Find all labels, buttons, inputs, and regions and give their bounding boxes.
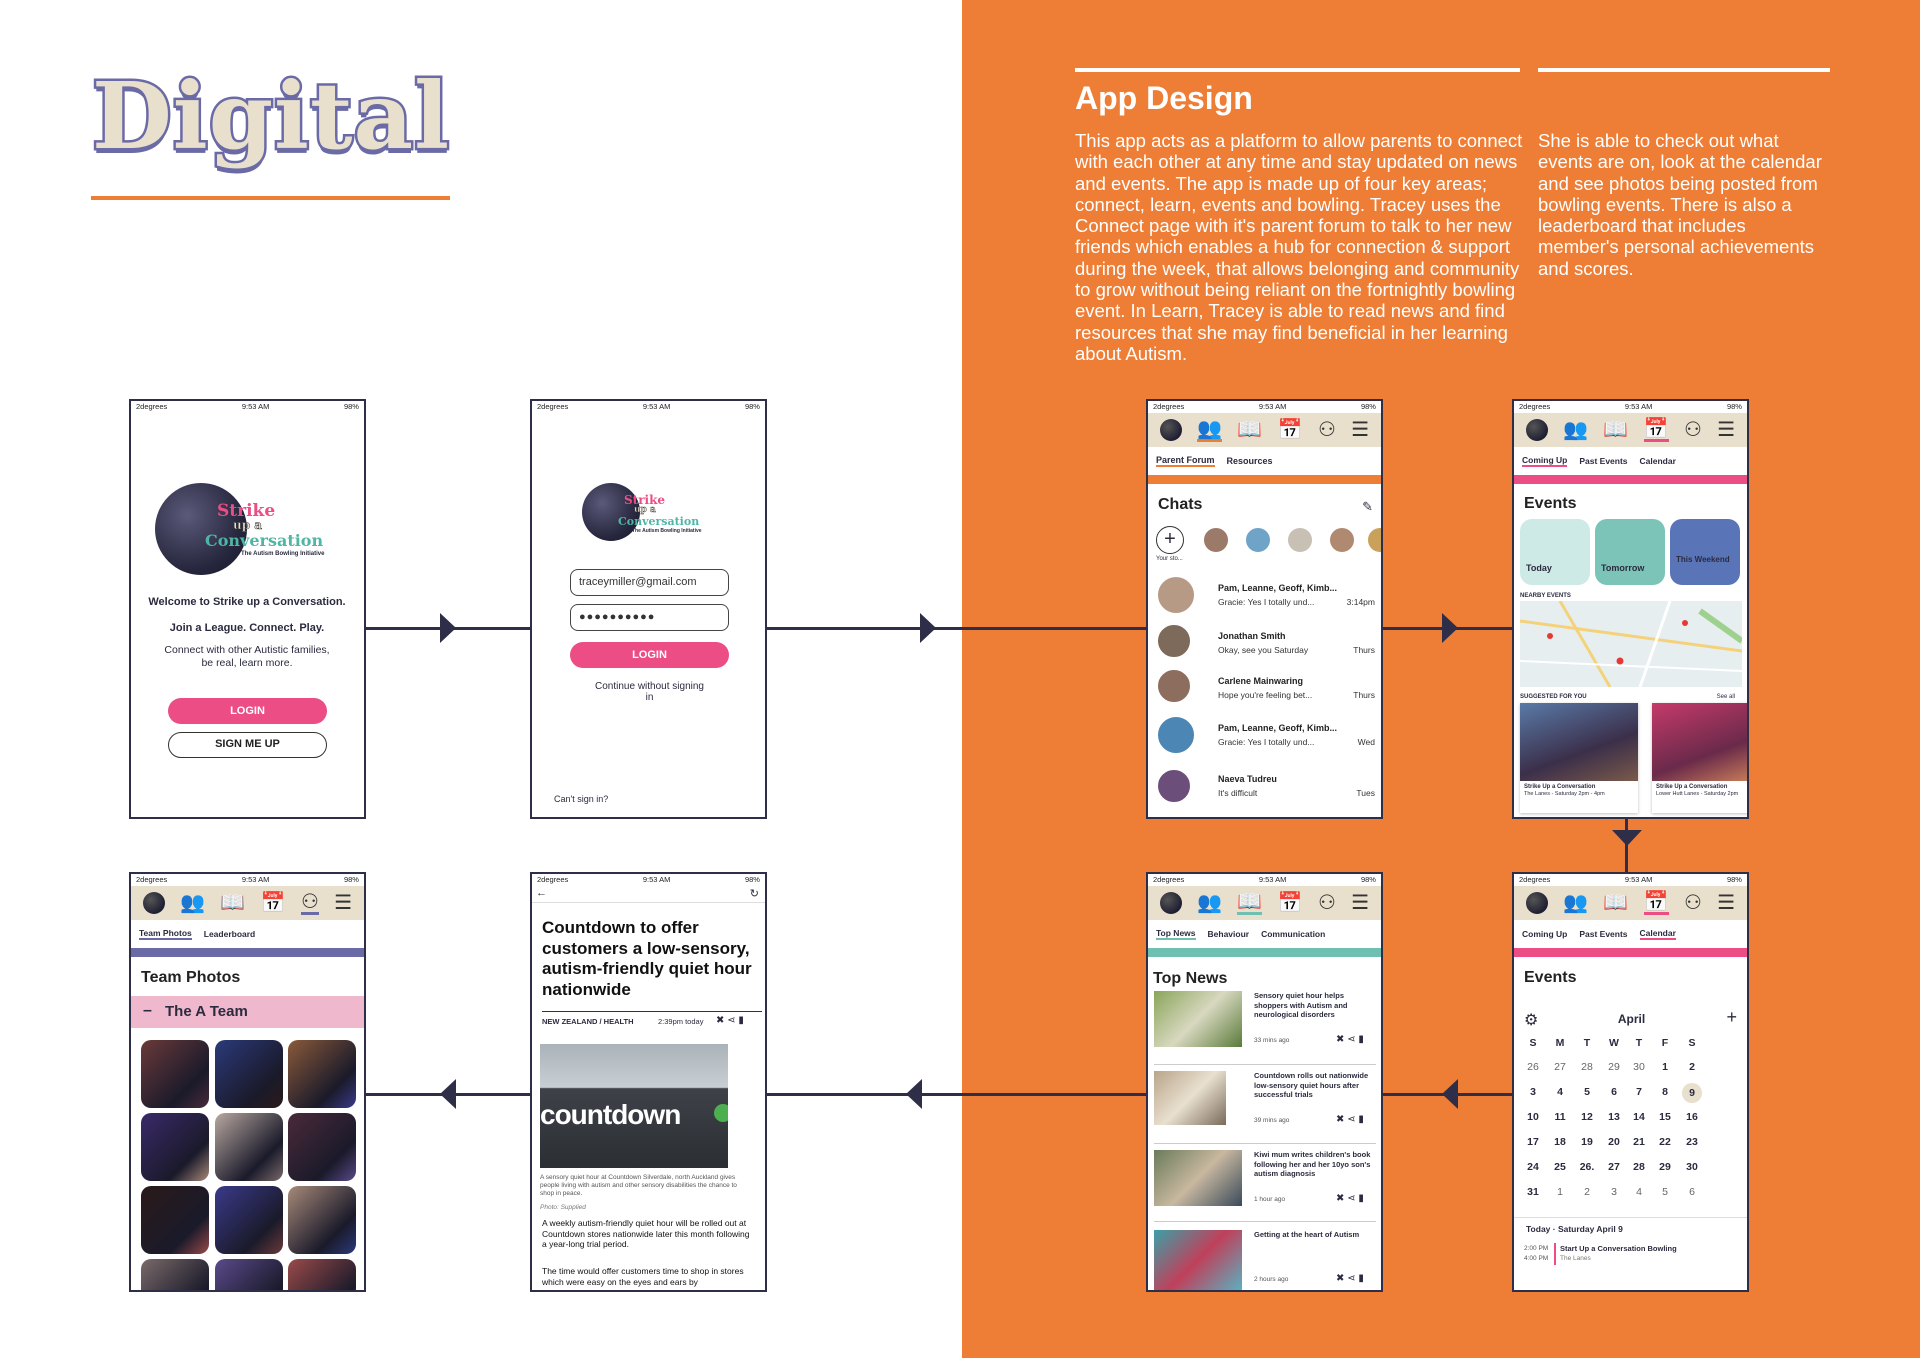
password-field[interactable]: ●●●●●●●●●●: [570, 604, 729, 631]
photo-credit: Photo: Supplied: [540, 1204, 586, 1211]
battery-label: 98%: [1726, 875, 1742, 884]
app-nav-bar: [131, 886, 364, 920]
carrier-label: 2degrees: [1519, 402, 1551, 411]
app-design-paragraph-left: This app acts as a platform to allow parents to connect with each other at any time and stay updated on news and events. The app is made up of four key areas; connect, learn, events and bowling. Tracey uses the Connect page with it's parent forum to talk to her new friends which enables a hub for connection & support during the week, that allows belonging and community to grow without being reliant on the fortnightly bowling event. In Learn, Tracey is able to read news and find resources that she may find beneficial in her learning about Autism.: [1075, 130, 1523, 364]
chat-name: Naeva Tudreu: [1218, 774, 1277, 784]
tab-leaderboard[interactable]: Leaderboard: [203, 929, 256, 939]
bowling-pins-icon[interactable]: ⚇: [1317, 892, 1336, 914]
calendar-day[interactable]: 6: [1611, 1086, 1617, 1098]
events-calendar-icon[interactable]: 📅: [1277, 419, 1303, 441]
settings-gear-icon[interactable]: ⚙: [1524, 1012, 1539, 1029]
calendar-day[interactable]: 17: [1527, 1136, 1539, 1148]
phone-calendar: [1512, 872, 1749, 1292]
calendar-day[interactable]: 5: [1662, 1186, 1668, 1198]
divider-left: [1075, 68, 1520, 72]
learn-tabs: [1148, 920, 1381, 948]
learn-book-icon[interactable]: 📖: [220, 892, 246, 914]
tab-team-photos[interactable]: Team Photos: [139, 928, 192, 938]
news-actions-icon[interactable]: ✖ ⋖ ▮: [1336, 1273, 1364, 1284]
chat-time: Wed: [1357, 737, 1375, 747]
chat-row[interactable]: [1148, 573, 1381, 618]
divider-right: [1538, 68, 1830, 72]
status-bar: [1148, 874, 1381, 886]
section-stripe: [1514, 948, 1747, 957]
battery-label: 98%: [1726, 402, 1742, 411]
team-photo[interactable]: [288, 1113, 356, 1181]
weekday-label: M: [1555, 1037, 1565, 1049]
time-label: 9:53 AM: [642, 402, 671, 411]
your-story-label: Your sto...: [1156, 556, 1183, 562]
chat-time: Thurs: [1353, 645, 1375, 655]
learn-book-icon[interactable]: 📖: [1237, 890, 1263, 913]
map-roads: [1520, 601, 1742, 687]
welcome-text: Welcome to Strike up a Conversation.: [148, 596, 346, 608]
team-photos-heading: Team Photos: [141, 969, 241, 986]
arrow-left-icon: [906, 1079, 922, 1109]
status-bar: [532, 874, 765, 886]
chat-name: Carlene Mainwaring: [1218, 676, 1304, 686]
tab-behaviour[interactable]: Behaviour: [1207, 929, 1250, 939]
avatar: [1156, 768, 1192, 804]
tab-calendar[interactable]: Calendar: [1639, 928, 1676, 938]
arrow-left-icon: [440, 1079, 456, 1109]
time-label: 9:53 AM: [241, 875, 270, 884]
connect-people-icon[interactable]: 👥: [180, 892, 205, 914]
connect-tabs: [1148, 447, 1381, 475]
calendar-day[interactable]: 30: [1686, 1161, 1698, 1173]
events-calendar-icon[interactable]: 📅: [1643, 417, 1669, 440]
calendar-day[interactable]: 3: [1611, 1186, 1617, 1198]
compose-icon[interactable]: ✎: [1362, 499, 1373, 514]
calendar-day[interactable]: 3: [1530, 1086, 1536, 1098]
chat-message: Gracie: Yes I totally und...: [1218, 737, 1315, 747]
time-label: 9:53 AM: [1258, 402, 1287, 411]
app-design-heading: App Design: [1075, 80, 1253, 116]
calendar-day[interactable]: 4: [1557, 1086, 1563, 1098]
menu-icon[interactable]: ☰: [1351, 892, 1370, 914]
avatar[interactable]: [1286, 526, 1314, 554]
calendar-day[interactable]: 16: [1686, 1111, 1698, 1123]
chat-name: Jonathan Smith: [1218, 631, 1286, 641]
time-label: 9:53 AM: [1624, 402, 1653, 411]
event-start-time: 2:00 PM: [1524, 1245, 1549, 1252]
carrier-label: 2degrees: [537, 875, 569, 884]
learn-book-icon[interactable]: 📖: [1603, 419, 1629, 441]
weekday-label: W: [1609, 1037, 1619, 1049]
top-news-heading: Top News: [1153, 970, 1228, 987]
chat-name: Pam, Leanne, Geoff, Kimb...: [1218, 723, 1338, 733]
team-photo[interactable]: [141, 1186, 209, 1254]
event-card-sub: Lower Hutt Lanes - Saturday 2pm: [1656, 791, 1739, 797]
battery-label: 98%: [343, 875, 359, 884]
logo-line2: up a: [233, 518, 263, 532]
chat-row[interactable]: [1148, 621, 1381, 666]
countdown-logo-icon: [714, 1104, 728, 1122]
event-card[interactable]: [1652, 703, 1749, 813]
article-paragraph: A weekly autism-friendly quiet hour will be rolled out at Countdown stores nationwide later this month following a year-long trial period.: [542, 1218, 750, 1249]
status-bar: [1514, 874, 1747, 886]
avatar[interactable]: [1328, 526, 1356, 554]
news-title: Countdown rolls out nationwide low-sensory quiet hours after successful trials: [1254, 1071, 1369, 1099]
app-design-paragraph-right: She is able to check out what events are on, look at the calendar and see photos being posted from bowling events. There is also a leaderboard that includes member's personal achievements and scores.: [1538, 130, 1822, 279]
nearby-events-label: NEARBY EVENTS: [1520, 593, 1571, 599]
calendar-day[interactable]: 11: [1554, 1111, 1566, 1123]
logo-line3: Conversation: [618, 515, 700, 528]
bowling-pins-icon[interactable]: ⚇: [1683, 419, 1702, 441]
calendar-event-place: The Lanes: [1560, 1255, 1591, 1262]
article-headline: Countdown to offer customers a low-sensory, autism-friendly quiet hour nationwide: [542, 918, 752, 999]
status-bar: [131, 874, 364, 886]
chat-row[interactable]: [1148, 666, 1381, 711]
phone-chats: [1146, 399, 1383, 819]
time-label: 9:53 AM: [642, 875, 671, 884]
menu-icon[interactable]: ☰: [1351, 419, 1370, 441]
chat-message: Hope you're feeling bet...: [1218, 690, 1313, 700]
divider: [1514, 1217, 1747, 1218]
calendar-day[interactable]: 20: [1608, 1136, 1620, 1148]
welcome-tagline: Join a League. Connect. Play.: [169, 622, 325, 634]
bowling-ball-icon[interactable]: [1160, 892, 1182, 914]
carrier-label: 2degrees: [1153, 402, 1185, 411]
events-calendar-icon[interactable]: 📅: [1277, 892, 1303, 914]
phone-events: [1512, 399, 1749, 819]
weekday-label: T: [1635, 1037, 1643, 1049]
news-thumbnail: [1154, 1230, 1242, 1290]
add-story-icon[interactable]: +: [1156, 526, 1184, 554]
chat-row[interactable]: [1148, 713, 1381, 758]
calendar-day[interactable]: 26: [1527, 1061, 1539, 1073]
avatar: [1156, 623, 1192, 659]
nearby-map[interactable]: [1520, 601, 1742, 687]
avatar: [1156, 575, 1196, 615]
chats-heading: Chats: [1158, 496, 1203, 513]
section-stripe: [1514, 475, 1747, 484]
chat-time: Thurs: [1353, 690, 1375, 700]
calendar-day[interactable]: 25: [1554, 1161, 1566, 1173]
calendar-day[interactable]: 27: [1554, 1061, 1566, 1073]
app-nav-bar: [1514, 413, 1747, 447]
today-label: Today · Saturday April 9: [1526, 1224, 1623, 1234]
countdown-sign-text: countdown: [540, 1099, 681, 1130]
news-title: Sensory quiet hour helps shoppers with Autism and neurological disorders: [1254, 991, 1348, 1019]
team-name: The A Team: [165, 1003, 248, 1020]
carrier-label: 2degrees: [136, 875, 168, 884]
email-field[interactable]: traceymiller@gmail.com: [570, 569, 729, 596]
carrier-label: 2degrees: [1519, 875, 1551, 884]
welcome-sub: Connect with other Autistic families, be real, learn more.: [164, 644, 330, 669]
tab-past-events[interactable]: Past Events: [1579, 929, 1628, 939]
calendar-day[interactable]: 28: [1581, 1061, 1593, 1073]
calendar-day[interactable]: 1: [1662, 1061, 1668, 1073]
tab-top-news[interactable]: Top News: [1156, 928, 1196, 938]
calendar-day[interactable]: 23: [1686, 1136, 1698, 1148]
bowling-pins-icon[interactable]: ⚇: [1317, 419, 1336, 441]
news-title: Getting at the heart of Autism: [1254, 1230, 1360, 1239]
time-label: 9:53 AM: [1624, 875, 1653, 884]
bowling-tabs: [131, 920, 364, 948]
time-label: 9:53 AM: [241, 402, 270, 411]
arrow-left-icon: [1442, 1079, 1458, 1109]
team-photo[interactable]: [288, 1259, 356, 1292]
battery-label: 98%: [1360, 875, 1376, 884]
event-card-sub: The Lanes - Saturday 2pm - 4pm: [1524, 791, 1605, 797]
section-stripe: [1148, 948, 1381, 957]
news-time: 1 hour ago: [1254, 1196, 1286, 1203]
learn-book-icon[interactable]: 📖: [1603, 892, 1629, 914]
phone-login: [530, 399, 767, 819]
battery-label: 98%: [744, 402, 760, 411]
battery-label: 98%: [343, 402, 359, 411]
avatar: [1156, 715, 1196, 755]
app-nav-bar: [1514, 886, 1747, 920]
status-bar: [1148, 401, 1381, 413]
menu-icon[interactable]: ☰: [1717, 892, 1736, 914]
phone-team-photos: [129, 872, 366, 1292]
calendar-day[interactable]: 9: [1682, 1083, 1702, 1103]
phone-news: [1146, 872, 1383, 1292]
logo-line2: up a: [634, 505, 656, 515]
events-heading: Events: [1524, 495, 1577, 512]
arrow-down-icon: [1612, 830, 1642, 846]
bowling-pins-icon[interactable]: ⚇: [300, 890, 319, 913]
bowling-ball-icon[interactable]: [1526, 419, 1548, 441]
team-photo[interactable]: [215, 1186, 283, 1254]
calendar-day[interactable]: 15: [1659, 1111, 1671, 1123]
continue-without-signin-link[interactable]: Continue without signing in: [595, 681, 704, 703]
chat-message: It's difficult: [1218, 788, 1258, 798]
battery-label: 98%: [744, 875, 760, 884]
arrow-right-icon: [440, 613, 456, 643]
events-tabs: [1514, 447, 1747, 475]
calendar-day[interactable]: 21: [1633, 1136, 1645, 1148]
news-actions-icon[interactable]: ✖ ⋖ ▮: [1336, 1114, 1364, 1125]
flow-connector: [766, 627, 1146, 630]
title-underline: [91, 196, 450, 200]
calendar-day[interactable]: 28: [1633, 1161, 1645, 1173]
chat-time: Tues: [1356, 788, 1375, 798]
login-button[interactable]: LOGIN: [570, 642, 729, 668]
status-bar: [1514, 401, 1747, 413]
refresh-icon[interactable]: ↻: [749, 888, 759, 900]
team-photo[interactable]: [288, 1186, 356, 1254]
calendar-day[interactable]: 31: [1527, 1186, 1539, 1198]
avatar[interactable]: [1366, 526, 1383, 554]
event-card-title: Strike Up a Conversation: [1656, 784, 1728, 790]
bowling-ball-icon[interactable]: [1526, 892, 1548, 914]
tomorrow-tile[interactable]: Tomorrow: [1595, 519, 1665, 585]
news-thumbnail: [1154, 991, 1242, 1047]
logo-line1: Strike: [217, 501, 276, 521]
bowling-pins-icon[interactable]: ⚇: [1683, 892, 1702, 914]
team-photo[interactable]: [141, 1259, 209, 1292]
connect-people-icon[interactable]: 👥: [1563, 892, 1588, 914]
chat-row[interactable]: [1148, 766, 1381, 811]
chat-name: Pam, Leanne, Geoff, Kimb...: [1218, 583, 1338, 593]
learn-book-icon[interactable]: 📖: [1237, 419, 1263, 441]
sign-up-button[interactable]: SIGN ME UP: [168, 732, 327, 758]
article-paragraph: The time would offer customers time to shop in stores which were easy on the eyes and ears by: [542, 1266, 744, 1287]
logo-line3: Conversation: [205, 531, 324, 550]
article-caption: A sensory quiet hour at Countdown Silverdale, north Auckland gives people living with autism and other sensory disabilities the chance to shop in peace.: [540, 1174, 737, 1197]
divider: [1154, 1221, 1376, 1222]
calendar-day[interactable]: 24: [1527, 1161, 1539, 1173]
calendar-event-title[interactable]: Start Up a Conversation Bowling: [1560, 1244, 1677, 1253]
chat-time: 3:14pm: [1346, 597, 1375, 607]
event-card-photo: [1520, 703, 1638, 781]
carrier-label: 2degrees: [136, 402, 168, 411]
connect-people-icon[interactable]: 👥: [1563, 419, 1588, 441]
news-time: 39 mins ago: [1254, 1117, 1290, 1124]
team-photo[interactable]: [141, 1040, 209, 1108]
calendar-day[interactable]: 6: [1689, 1186, 1695, 1198]
article-photo: [540, 1044, 728, 1168]
this-weekend-tile[interactable]: This Weekend: [1670, 519, 1740, 585]
event-marker: [1554, 1243, 1556, 1265]
calendar-events-heading: Events: [1524, 969, 1577, 986]
carrier-label: 2degrees: [537, 402, 569, 411]
cant-sign-in-link[interactable]: Can't sign in?: [554, 794, 609, 804]
news-actions-icon[interactable]: ✖ ⋖ ▮: [1336, 1034, 1364, 1045]
carrier-label: 2degrees: [1153, 875, 1185, 884]
chat-message: Gracie: Yes I totally und...: [1218, 597, 1315, 607]
divider: [1154, 1064, 1376, 1065]
avatar[interactable]: [1244, 526, 1272, 554]
article-section: NEW ZEALAND / HEALTH: [542, 1017, 634, 1026]
arrow-right-icon: [920, 613, 936, 643]
calendar-day[interactable]: 26.: [1579, 1161, 1595, 1173]
divider: [532, 902, 765, 903]
tab-resources[interactable]: Resources: [1226, 456, 1273, 466]
app-nav-bar: [1148, 413, 1381, 447]
tab-coming-up[interactable]: Coming Up: [1522, 929, 1568, 939]
weekday-label: T: [1583, 1037, 1591, 1049]
bowling-ball-icon[interactable]: [1160, 419, 1182, 441]
avatar: [1156, 668, 1192, 704]
phone-article: [530, 872, 767, 1292]
connect-people-icon[interactable]: 👥: [1197, 417, 1222, 440]
bowling-ball-icon[interactable]: [143, 892, 165, 914]
calendar-day[interactable]: 12: [1581, 1111, 1593, 1123]
battery-label: 98%: [1360, 402, 1376, 411]
add-event-icon[interactable]: +: [1726, 1007, 1737, 1027]
weekday-label: F: [1661, 1037, 1669, 1049]
suggested-label: SUGGESTED FOR YOU: [1520, 694, 1587, 700]
divider: [542, 1011, 762, 1012]
calendar-day[interactable]: 29: [1659, 1161, 1671, 1173]
weekday-label: S: [1529, 1037, 1537, 1049]
back-arrow-icon[interactable]: ←: [536, 887, 547, 899]
calendar-month: April: [1617, 1012, 1646, 1026]
calendar-day[interactable]: 5: [1584, 1086, 1590, 1098]
section-stripe: [131, 948, 364, 957]
time-label: 9:53 AM: [1258, 875, 1287, 884]
chat-message: Okay, see you Saturday: [1218, 645, 1309, 655]
events-calendar-icon[interactable]: 📅: [260, 892, 286, 914]
see-all-link[interactable]: See all: [1716, 694, 1735, 700]
team-photo[interactable]: [215, 1259, 283, 1292]
calendar-day[interactable]: 18: [1554, 1136, 1566, 1148]
status-bar: [532, 401, 765, 413]
flow-connector: [766, 1093, 1146, 1096]
tab-calendar[interactable]: Calendar: [1639, 456, 1676, 466]
logo-tagline: The Autism Bowling Initiative: [241, 551, 325, 557]
calendar-day[interactable]: 19: [1581, 1136, 1593, 1148]
avatar[interactable]: [1202, 526, 1230, 554]
calendar-day[interactable]: 2: [1689, 1061, 1695, 1073]
weekday-label: S: [1688, 1037, 1696, 1049]
calendar-day[interactable]: 14: [1633, 1111, 1645, 1123]
page-title: Digital: [92, 62, 451, 170]
calendar-day[interactable]: 10: [1527, 1111, 1539, 1123]
calendar-day[interactable]: 8: [1662, 1086, 1668, 1098]
tab-communication[interactable]: Communication: [1261, 929, 1326, 939]
app-nav-bar: [1148, 886, 1381, 920]
calendar-day[interactable]: 13: [1608, 1111, 1620, 1123]
team-photo[interactable]: [141, 1113, 209, 1181]
news-time: 33 mins ago: [1254, 1037, 1290, 1044]
login-button[interactable]: LOGIN: [168, 698, 327, 724]
logo-line1: Strike: [624, 493, 666, 507]
events-calendar-icon[interactable]: 📅: [1643, 890, 1669, 913]
news-thumbnail: [1154, 1071, 1226, 1125]
team-photo[interactable]: [215, 1113, 283, 1181]
news-title: Kiwi mum writes children's book following her and her 10yo son's autism diagnosis: [1254, 1150, 1371, 1178]
today-tile[interactable]: Today: [1520, 519, 1590, 585]
calendar-day[interactable]: 7: [1636, 1086, 1642, 1098]
calendar-day[interactable]: 22: [1659, 1136, 1671, 1148]
calendar-day[interactable]: 4: [1636, 1186, 1642, 1198]
menu-icon[interactable]: ☰: [1717, 419, 1736, 441]
calendar-day[interactable]: 29: [1608, 1061, 1620, 1073]
article-time: 2:39pm today: [658, 1017, 704, 1026]
collapse-icon: –: [143, 1002, 152, 1019]
event-end-time: 4:00 PM: [1524, 1255, 1549, 1262]
arrow-right-icon: [1442, 613, 1458, 643]
team-photo[interactable]: [215, 1040, 283, 1108]
calendar-day[interactable]: 2: [1584, 1186, 1590, 1198]
article-actions-icon[interactable]: ✖ ⋖ ▮: [716, 1015, 744, 1026]
news-thumbnail: [1154, 1150, 1242, 1206]
team-header[interactable]: [131, 996, 364, 1028]
news-time: 2 hours ago: [1254, 1276, 1289, 1283]
calendar-day[interactable]: 30: [1633, 1061, 1645, 1073]
event-card-photo: [1652, 703, 1749, 781]
event-card[interactable]: [1520, 703, 1638, 813]
logo-tagline: The Autism Bowling Initiative: [632, 528, 702, 534]
status-bar: [131, 401, 364, 413]
event-card-title: Strike Up a Conversation: [1524, 784, 1596, 790]
team-photo[interactable]: [288, 1040, 356, 1108]
menu-icon[interactable]: ☰: [334, 892, 353, 914]
section-stripe: [1148, 475, 1381, 484]
events-tabs: [1514, 920, 1747, 948]
calendar-day[interactable]: 27: [1608, 1161, 1620, 1173]
divider: [1154, 1143, 1376, 1144]
tab-past-events[interactable]: Past Events: [1579, 456, 1628, 466]
phone-welcome: [129, 399, 366, 819]
tab-parent-forum[interactable]: Parent Forum: [1156, 455, 1215, 465]
calendar-day[interactable]: 1: [1557, 1186, 1563, 1198]
news-actions-icon[interactable]: ✖ ⋖ ▮: [1336, 1193, 1364, 1204]
tab-coming-up[interactable]: Coming Up: [1522, 455, 1568, 465]
connect-people-icon[interactable]: 👥: [1197, 892, 1222, 914]
